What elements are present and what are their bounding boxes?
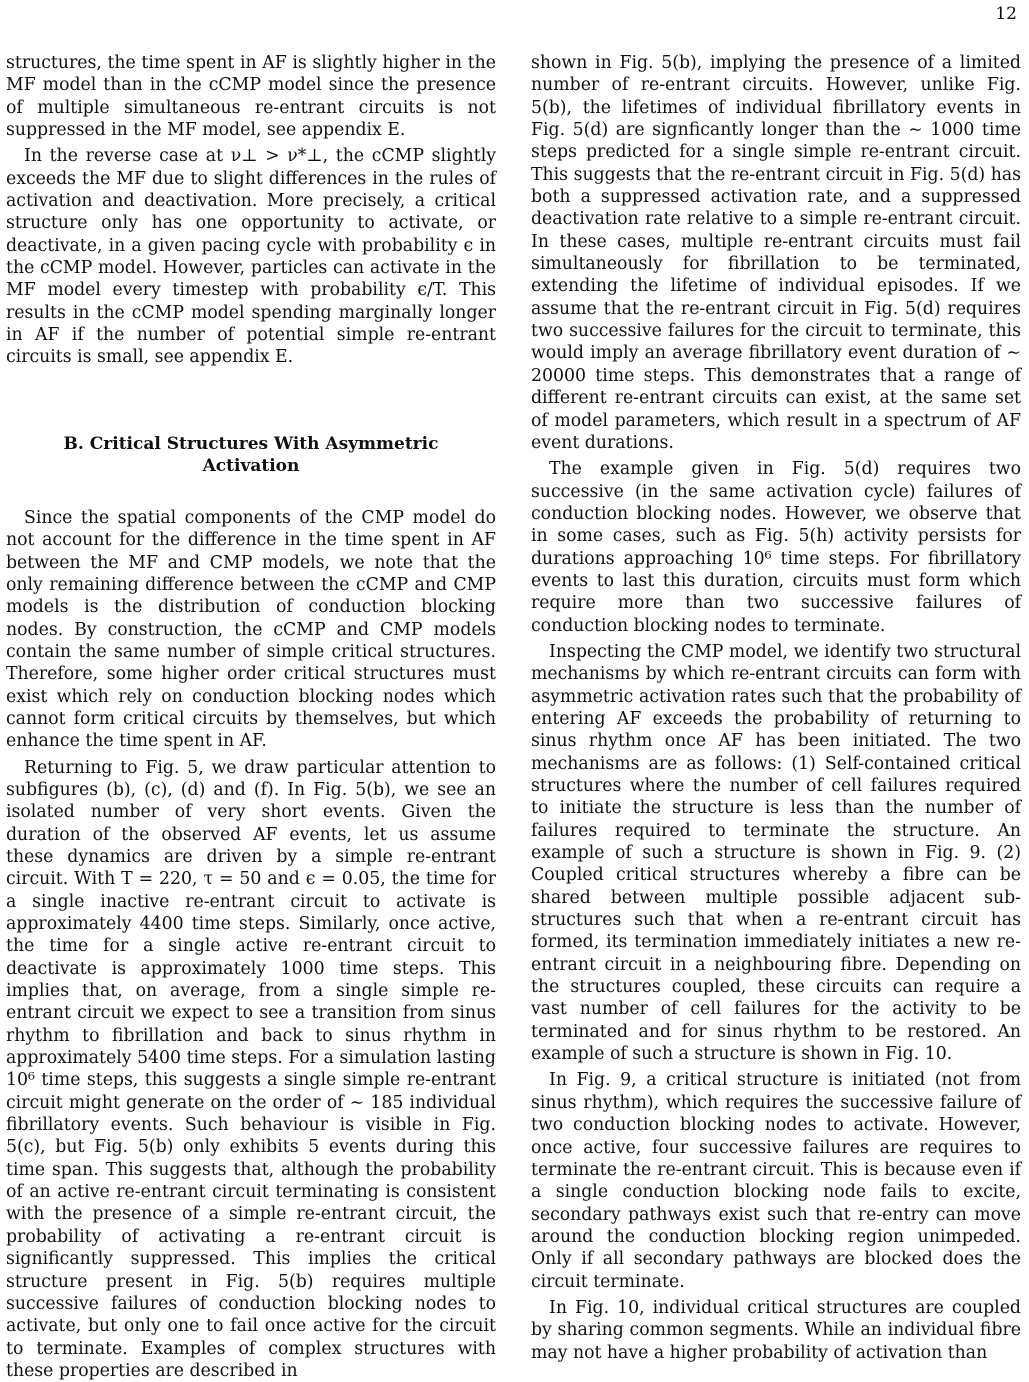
right-column [531,52,1021,1364]
paragraph: Returning to Fig. 5, we draw particular attention to subfigures (b), (c), (d) and (f). In Fig. 5(b), we see an isolated number of very short events. Given the duration of the observed AF events, let us assume these dynamics are driven by a simple re-entrant circuit. With T = 220, τ = 50 and ϵ = 0.05, the time for a single inactive re-entrant circuit to activate is approximately 4400 time steps. Similarly, once active, the time for a single active re-entrant circuit to deactivate is approximately 1000 time steps. This implies that, on average, from a single simple re-entrant circuit we expect to see a transition from sinus rhythm to fibrillation and back to sinus rhythm in approximately 5400 time steps. For a simulation lasting 10⁶ time steps, this suggests a single simple re-entrant circuit might generate on the order of ∼ 185 individual fibrillatory events. Such behaviour is visible in Fig. 5(c), but Fig. 5(b) only exhibits 5 events during this time span. This suggests that, although the probability of an active re-entrant circuit terminating is consistent with the presence of a simple re-entrant circuit, the probability of activating a re-entrant circuit is significantly suppressed. This implies the critical structure present in Fig. 5(b) requires multiple successive failures of conduction blocking nodes to activate, but only one to fail once active for the circuit to terminate. Examples of complex structures with these properties are described in [6,757,496,1381]
paragraph: shown in Fig. 5(b), implying the presence of a limited number of re-entrant circuits. However, unlike Fig. 5(b), the lifetimes of individual fibrillatory events in Fig. 5(d) are signficantly longer than the ∼ 1000 time steps predicted for a single simple re-entrant circuit. This suggests that the re-entrant circuit in Fig. 5(d) has both a suppressed activation rate, and a suppressed deactivation rate relative to a simple re-entrant circuit. In these cases, multiple re-entrant circuits must fail simultaneously for fibrillation to be terminated, extending the lifetime of individual episodes. If we assume that the re-entrant circuit in Fig. 5(d) requires two successive failures for the circuit to terminate, this would imply an average fibrillatory event duration of ∼ 20000 time steps. This demonstrates that a range of different re-entrant circuits can exist, at the same set of model parameters, which result in a spectrum of AF event durations. [531,53,1021,453]
left-column [6,52,496,1382]
paragraph: The example given in Fig. 5(d) requires two successive (in the same activation cycle) failures of conduction blocking nodes. However, we observe that in some cases, such as Fig. 5(h) activity persists for durations approaching 10⁶ time steps. For fibrillatory events to last this duration, circuits must form which require more than two successive failures of conduction blocking nodes to terminate. [531,459,1021,636]
paragraph: Since the spatial components of the CMP model do not account for the difference in the time spent in AF between the MF and CMP models, we note that the only remaining difference between the cCMP and CMP models is the distribution of conduction blocking nodes. By construction, the cCMP and CMP models contain the same number of simple critical structures. Therefore, some higher order critical structures must exist which rely on conduction blocking nodes which cannot form critical circuits by themselves, but which enhance the time spent in AF. [6,507,496,752]
paragraph: In Fig. 9, a critical structure is initiated (not from sinus rhythm), which requires the successive failure of two conduction blocking nodes to activate. However, once active, four successive failures are requires to terminate the re-entrant circuit. This is because even if a single conduction blocking node fails to excite, secondary pathways exist such that re-entry can move around the conduction blocking region unimpeded. Only if all secondary pathways are blocked does the circuit terminate. [531,1070,1021,1292]
paragraph: In the reverse case at ν⊥ > ν*⊥, the cCMP slightly exceeds the MF due to slight differences in the rules of activation and deactivation. More precisely, a critical structure only has one opportunity to activate, or deactivate, in a given pacing cycle with probability ϵ in the cCMP model. However, particles can activate in the MF model every timestep with probability ϵ/T. This results in the cCMP model spending marginally longer in AF if the number of potential simple re-entrant circuits is small, see appendix E. [6,146,496,368]
paragraph: structures, the time spent in AF is slightly higher in the MF model than in the cCMP model since the presence of multiple simultaneous re-entrant circuits is not suppressed in the MF model, see appendix E. [6,53,496,141]
page-number: 12 [995,4,1017,24]
section-heading: B. Critical Structures With Asymmetric Activation [63,433,439,476]
paragraph: In Fig. 10, individual critical structures are coupled by sharing common segments. While an individual fibre may not have a higher probability of activation than [531,1297,1021,1363]
paragraph: Inspecting the CMP model, we identify two structural mechanisms by which re-entrant circuits can form with asymmetric activation rates such that the probability of entering AF exceeds the probability of returning to sinus rhythm once AF has been initiated. The two mechanisms are as follows: (1) Self-contained critical structures where the number of cell failures required to initiate the structure is less than the number of failures required to terminate the structure. An example of such a structure is shown in Fig. 9. (2) Coupled critical structures whereby a fibre can be shared between multiple possible adjacent sub-structures such that when a re-entrant circuit has formed, its termination immediately initiates a new re-entrant circuit in a neighbouring fibre. Depending on the structures coupled, these circuits can require a vast number of cell failures for the activity to be terminated and for sinus rhythm to be restored. An example of such a structure is shown in Fig. 10. [531,641,1021,1065]
